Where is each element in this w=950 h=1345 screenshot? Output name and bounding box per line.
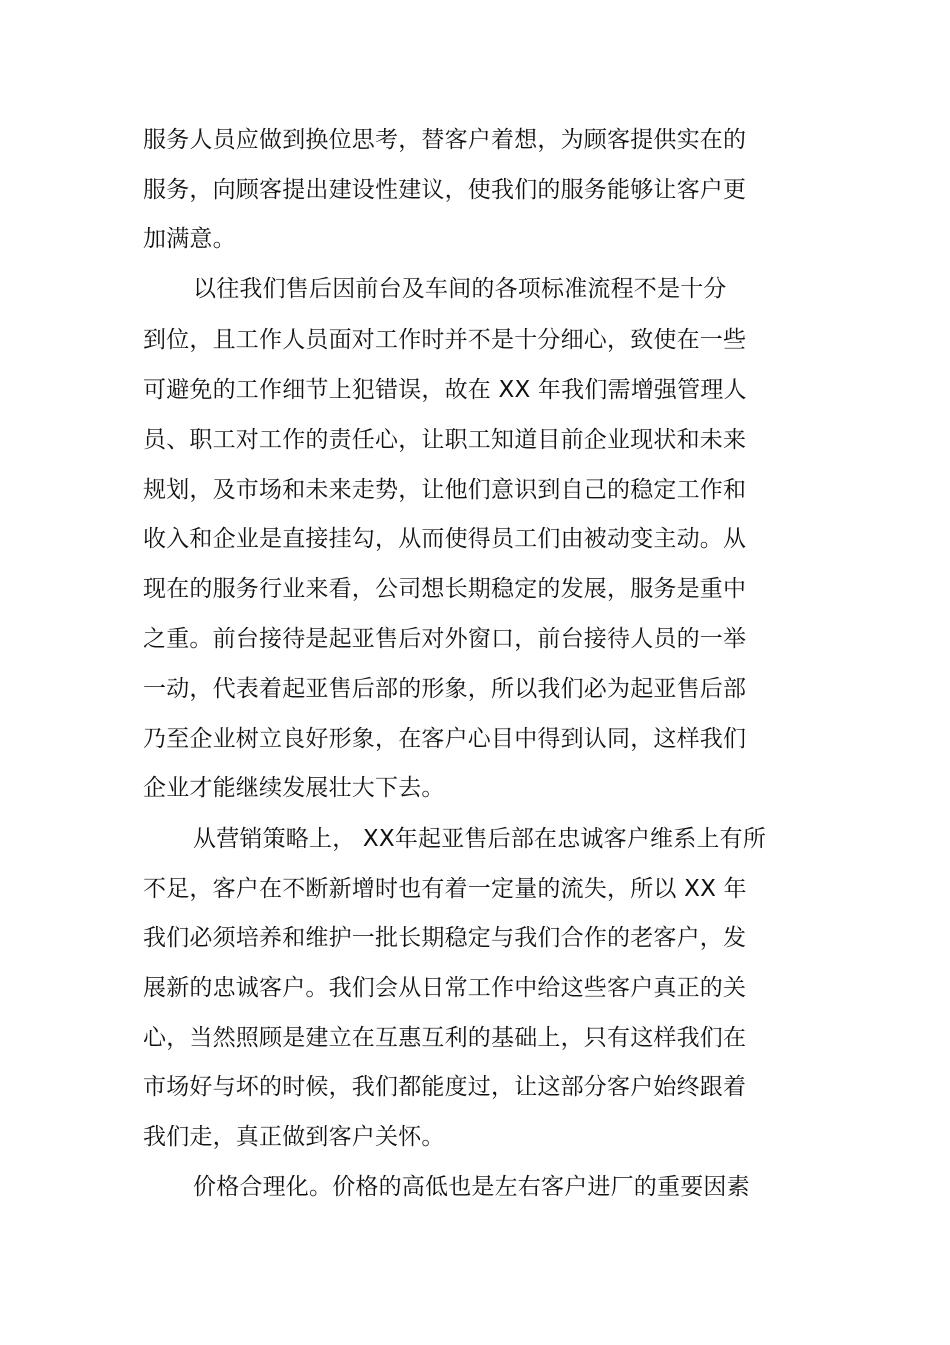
text-line: 员、职工对工作的责任心，让职工知道目前企业现状和未来 — [143, 427, 747, 453]
text-line: 一动，代表着起亚售后部的形象，所以我们必为起亚售后部 — [143, 676, 747, 702]
text-line: 心，当然照顾是建立在互惠互利的基础上，只有这样我们在 — [143, 1025, 747, 1051]
text-line: 现在的服务行业来看，公司想长期稳定的发展，服务是重中 — [143, 576, 747, 602]
paragraph-first-line: 以往我们售后因前台及车间的各项标准流程不是十分 — [193, 276, 727, 302]
text-line: 到位，且工作人员面对工作时并不是十分细心，致使在一些 — [143, 327, 747, 353]
text-line: 规划，及市场和未来走势，让他们意识到自己的稳定工作和 — [143, 477, 747, 503]
text-line: 我们走，真正做到客户关怀。 — [143, 1124, 445, 1150]
paragraph-first-line: 从营销策略上， XX年起亚售后部在忠诚客户维系上有所 — [193, 826, 767, 852]
text-line: 服务，向顾客提出建设性建议，使我们的服务能够让客户更 — [143, 177, 747, 203]
text-line: 加满意。 — [143, 226, 236, 252]
text-line: 展新的忠诚客户。我们会从日常工作中给这些客户真正的关 — [143, 975, 747, 1001]
text-line: 服务人员应做到换位思考，替客户着想，为顾客提供实在的 — [143, 127, 747, 153]
paragraph-first-line: 价格合理化。价格的高低也是左右客户进厂的重要因素 — [193, 1174, 750, 1200]
text-line: 我们必须培养和维护一批长期稳定与我们合作的老客户，发 — [143, 925, 747, 951]
text-line: 可避免的工作细节上犯错误，故在 XX 年我们需增强管理人 — [143, 377, 747, 403]
text-line: 企业才能继续发展壮大下去。 — [143, 775, 445, 801]
text-line: 收入和企业是直接挂勾，从而使得员工们由被动变主动。从 — [143, 526, 747, 552]
text-line: 市场好与坏的时候，我们都能度过，让这部分客户始终跟着 — [143, 1074, 747, 1100]
text-line: 不足，客户在不断新增时也有着一定量的流失，所以 XX 年 — [143, 876, 747, 902]
text-line: 之重。前台接待是起亚售后对外窗口，前台接待人员的一举 — [143, 626, 747, 652]
text-line: 乃至企业树立良好形象，在客户心目中得到认同，这样我们 — [143, 726, 747, 752]
